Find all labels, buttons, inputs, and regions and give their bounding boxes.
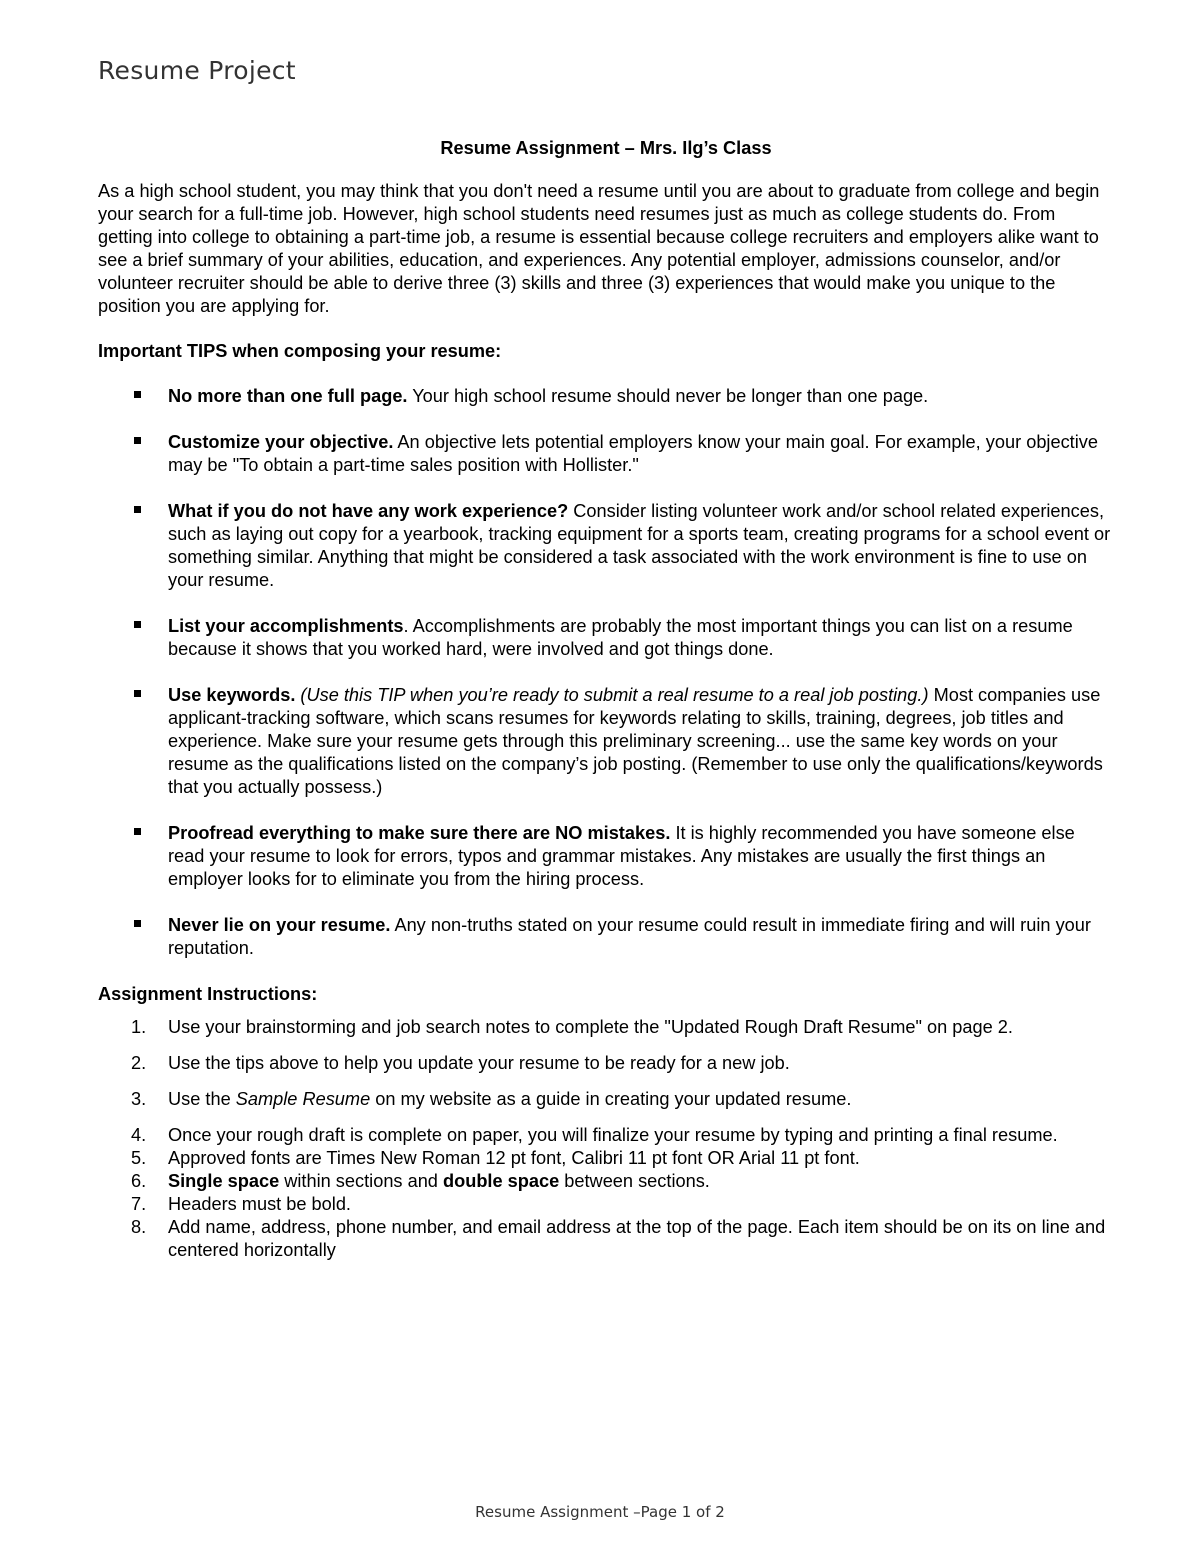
instruction-item (98, 1216, 1114, 1262)
tip-item (98, 615, 1114, 661)
intro-paragraph: As a high school student, you may think that you don't need a resume until you are about to graduate from college and begin your search for a full-time job. However, high school students need resumes just as much as college students do. From getting into college to obtaining a part-time job, a resume is essential because college recruiters and employers alike want to see a brief summary of your abilities, education, and experiences. Any potential employer, admissions counselor, and/or volunteer recruiter should be able to derive three (3) skills and three (3) experiences that would make you unique to the position you are applying for. (98, 181, 1100, 316)
tip-item (98, 822, 1114, 891)
page-header-title: Resume Project (98, 56, 296, 85)
tip-italic-note: (Use this TIP when you’re ready to submit a real resume to a real job posting.) (295, 685, 929, 705)
tip-body: Any non-truths stated on your resume could result in immediate firing and will ruin your reputation. (168, 915, 1091, 958)
instruction-text-mid: within sections and (279, 1171, 443, 1191)
item-number: 4. (131, 1125, 147, 1145)
square-bullet-icon (134, 920, 141, 927)
tip-lead: Customize your objective. (168, 432, 394, 452)
item-number: 7. (131, 1194, 147, 1214)
instruction-item (98, 1147, 1114, 1170)
instruction-item (98, 1052, 1114, 1075)
instruction-text-pre: Use the (168, 1089, 236, 1109)
tip-item (98, 500, 1114, 592)
tip-item (98, 914, 1114, 960)
instruction-item (98, 1088, 1114, 1111)
tip-body: Your high school resume should never be longer than one page. (407, 386, 929, 406)
instruction-text-post: between sections. (559, 1171, 710, 1191)
tip-lead: Use keywords. (168, 685, 296, 705)
item-number: 5. (131, 1148, 147, 1168)
tip-body: It is highly recommended you have someone else read your resume to look for errors, typos and grammar mistakes. Any mistakes are usually the first things an employer looks for to eliminate you from the hiring process. (168, 823, 1075, 889)
instruction-item (98, 1016, 1114, 1039)
item-number: 6. (131, 1171, 147, 1191)
tip-item (98, 385, 1114, 408)
square-bullet-icon (134, 828, 141, 835)
instruction-text: Once your rough draft is complete on paper, you will finalize your resume by typing and printing a final resume. (168, 1125, 1058, 1145)
item-number: 2. (131, 1053, 147, 1073)
tip-lead: No more than one full page. (168, 386, 408, 406)
assignment-heading: Assignment Instructions: (98, 984, 318, 1004)
square-bullet-icon (134, 621, 141, 628)
tip-item (98, 684, 1114, 799)
item-number: 8. (131, 1217, 147, 1237)
instruction-item (98, 1193, 1114, 1216)
document-body (98, 137, 1114, 1262)
tips-list (98, 385, 1114, 960)
instruction-bold: double space (442, 1171, 560, 1191)
square-bullet-icon (134, 437, 141, 444)
tip-body: . Accomplishments are probably the most important things you can list on a resume because it shows that you worked hard, were involved and got things done. (168, 616, 1073, 659)
square-bullet-icon (134, 391, 141, 398)
instruction-text: Use the tips above to help you update your resume to be ready for a new job. (168, 1053, 790, 1073)
page-footer: Resume Assignment –Page 1 of 2 (475, 1503, 725, 1521)
tip-lead: Proofread everything to make sure there are NO mistakes. (168, 823, 671, 843)
tip-body: An objective lets potential employers know your main goal. For example, your objective may be "To obtain a part-time sales position with Hollister." (168, 432, 1098, 475)
tip-body: Consider listing volunteer work and/or school related experiences, such as laying out copy for a yearbook, tracking equipment for a sports team, creating programs for a school event or something similar. Anything that might be considered a task associated with the work environment is fine to use on your resume. (168, 501, 1111, 590)
tip-lead: What if you do not have any work experience? (168, 501, 569, 521)
instruction-text: Approved fonts are Times New Roman 12 pt font, Calibri 11 pt font OR Arial 11 pt font. (168, 1148, 860, 1168)
square-bullet-icon (134, 506, 141, 513)
tip-item (98, 431, 1114, 477)
instructions-list (98, 1016, 1114, 1262)
instruction-bold: Single space (168, 1171, 280, 1191)
instruction-item (98, 1124, 1114, 1147)
instruction-text: Use your brainstorming and job search notes to complete the "Updated Rough Draft Resume" on page 2. (168, 1017, 1013, 1037)
tips-heading: Important TIPS when composing your resume: (98, 341, 502, 361)
item-number: 1. (131, 1017, 147, 1037)
instruction-text: Headers must be bold. (168, 1194, 351, 1214)
item-number: 3. (131, 1089, 147, 1109)
instruction-italic: Sample Resume (235, 1089, 371, 1109)
instruction-item (98, 1170, 1114, 1193)
tip-body: Most companies use applicant-tracking software, which scans resumes for keywords relating to skills, training, degrees, job titles and experience. Make sure your resume gets through this preliminary screening... use the same key words on your resume as the qualifications listed on the company’s job posting. (Remember to use only the qualifications/keywords that you actually possess.) (168, 685, 1103, 797)
instruction-text-post: on my website as a guide in creating your updated resume. (370, 1089, 852, 1109)
instruction-text: Add name, address, phone number, and email address at the top of the page. Each item should be on its on line and centered horizontally (168, 1217, 1106, 1260)
document-title: Resume Assignment – Mrs. Ilg’s Class (440, 138, 772, 158)
tip-lead: List your accomplishments (168, 616, 404, 636)
square-bullet-icon (134, 690, 141, 697)
tip-lead: Never lie on your resume. (168, 915, 391, 935)
